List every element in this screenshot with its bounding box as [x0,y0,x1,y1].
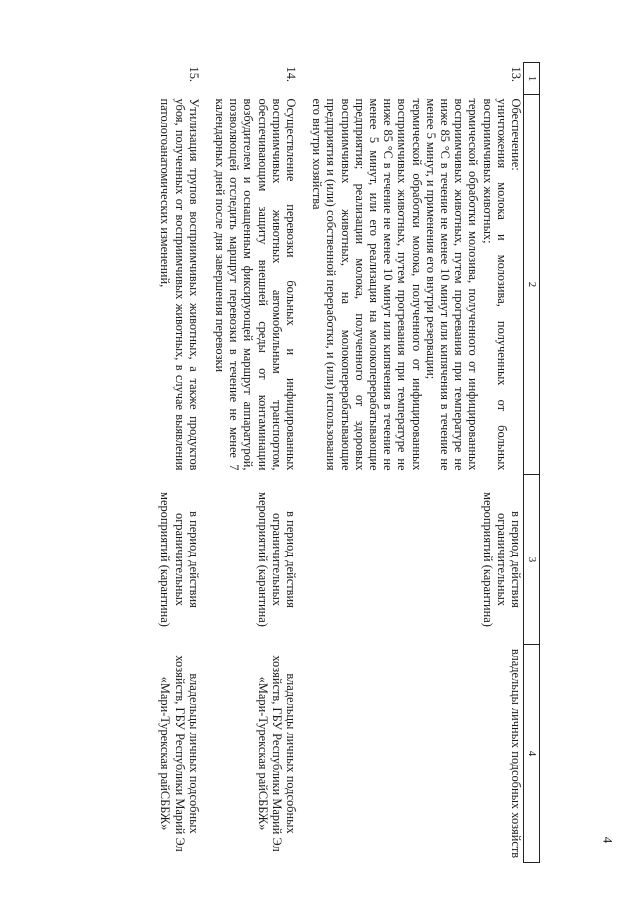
description-line: Утилизация трупов восприимчивых животных, а также продуктов убоя, полученных от восприимчивых животных, в случае выявления патологоанатомических изменений, [158,98,201,471]
row-number: 13. [509,66,523,82]
row-responsible: владельцы личных подсобных хозяйств, ГБУ Республики Марий Эл «Мари-Турекская райСББЖ» [158,655,201,852]
row-period: в период действия ограничительных мероприятий (карантина) [158,492,201,627]
row-responsible: владельцы личных подсобных хозяйств, ГБУ Республики Марий Эл «Мари-Турекская райСББЖ» [255,655,298,852]
description-line: Обеспечение: [509,98,523,171]
table-row [310,63,524,863]
description-line: термической обработки молозива, полученного от инфицированных восприимчивых животных, путем прогревания при температуре не ниже 85 °С в течение не менее 10 минут или кипячения в течение не менее 5 минут, и применения его внутри резервации; [423,98,481,471]
row-responsible: владельцы личных подсобных хозяйств [509,648,523,859]
row-period: в период действия ограничительных мероприятий (карантина) [255,492,298,627]
description-line: уничтожения молока и молозива, полученных от больных восприимчивых животных; [480,98,509,471]
column-header: 3 [524,475,540,645]
row-number: 14. [283,66,298,82]
description-line: термической обработки молока, полученного от инфицированных восприимчивых животных, путем прогревания при температуре не ниже 85 °С в течение не менее 10 минут или кипячения в течение не менее 5 минут, или его реализация на молокоперерабатывающие предприятия; реализации молока, полученного от здоровых восприимчивых животных, на молокоперерабатывающие предприятия и (или) собственной переработки, и (или) использования его внутри хозяйства [310,98,424,471]
column-header: 4 [524,645,540,863]
measures-table [158,62,540,863]
row-period: в период действия ограничительных мероприятий (карантина) [480,492,523,627]
description-line: Осуществление перевозки больных и инфицированных восприимчивых животных автомобильным транспортом, обеспечивающим защиту внешней среды от контаминации возбудителем и оснащенным фиксирующей маршрут аппаратурой, позволяющей отследить маршрут перевозки в течение не менее 7 календарных дней после дня завершения перевозки [212,98,298,471]
row-description [158,95,213,475]
table-row [213,63,310,863]
row-description [310,95,524,475]
page-number: 4 [600,836,616,844]
column-header: 1 [524,63,540,95]
table-header-row [524,63,540,863]
row-number: 15. [186,66,201,82]
column-header: 2 [524,95,540,475]
table-row [158,63,213,863]
row-description [213,95,310,475]
